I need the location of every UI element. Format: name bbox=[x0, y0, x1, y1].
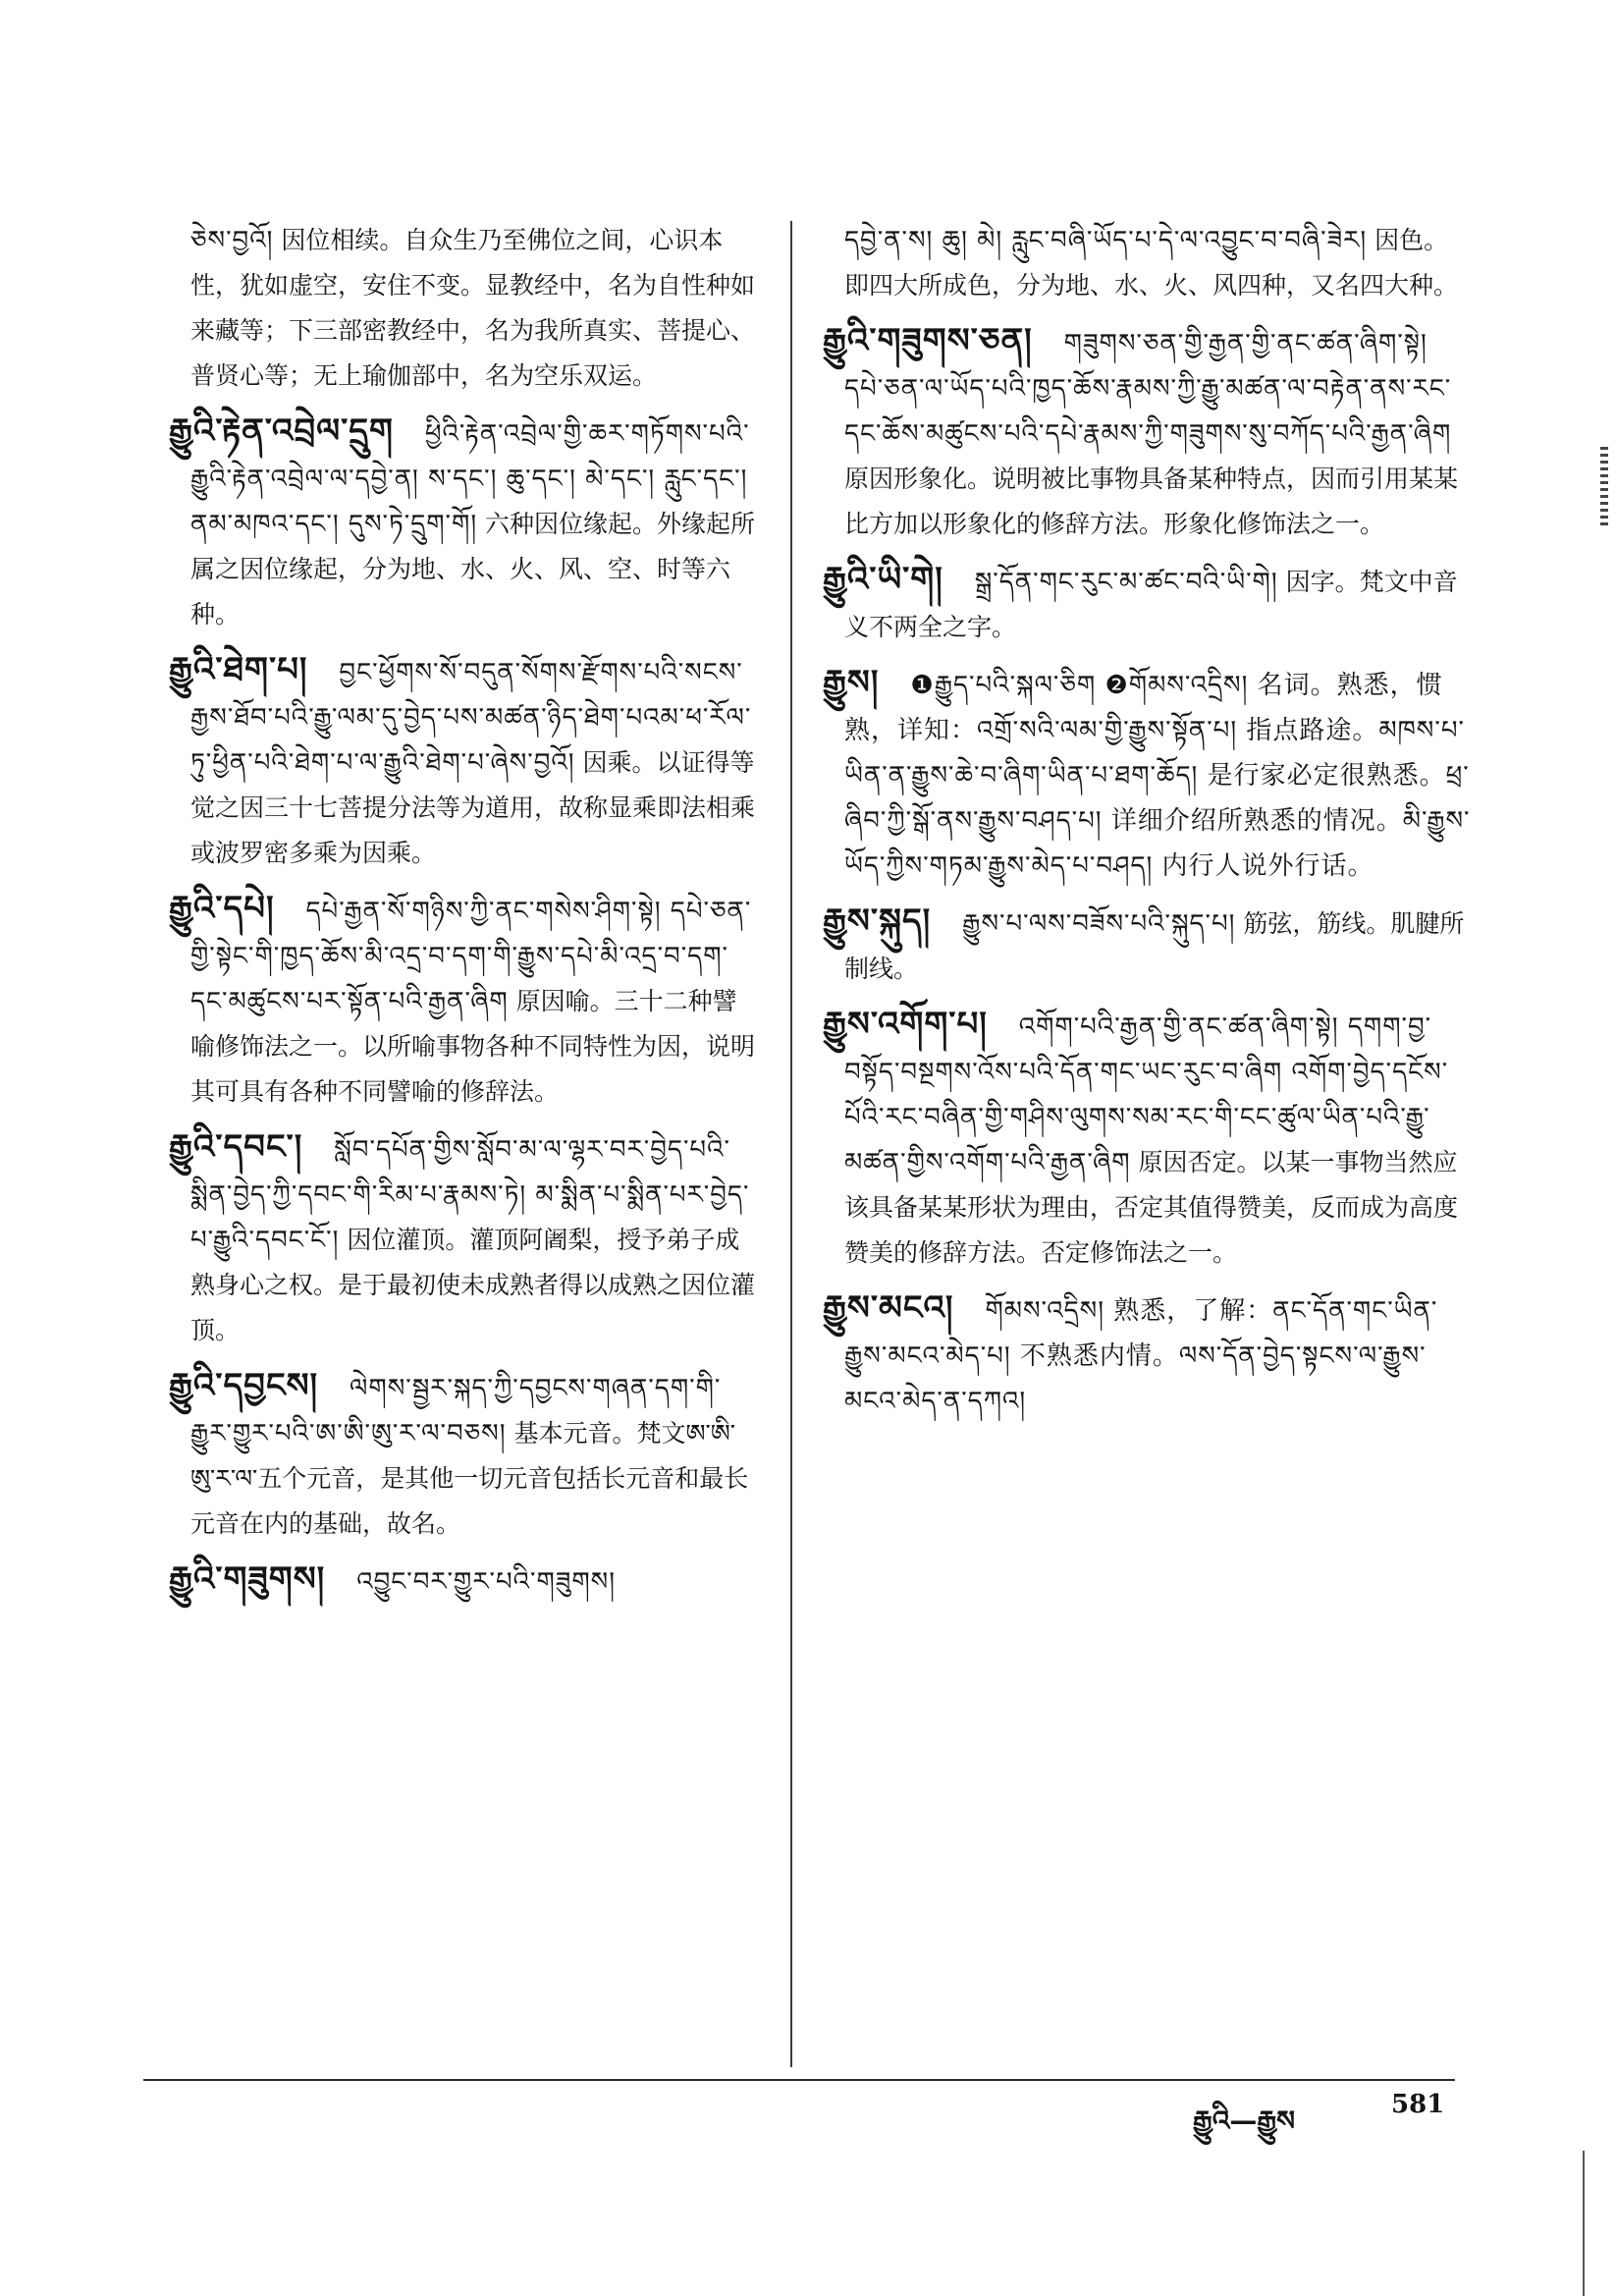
entry-chinese-definition: 原因否定。以某一事物当然应该具备某某形状为理由，否定其值得赞美，反而成为高度赞美的修辞方法。否定修饰法之一。 bbox=[844, 1148, 1459, 1267]
dictionary-entry bbox=[823, 660, 1471, 889]
entry-headword: རྒྱུའི་དཔེ། bbox=[169, 889, 275, 928]
footer-rule bbox=[143, 2079, 1455, 2081]
dictionary-entry bbox=[169, 1557, 758, 1605]
entry-headword: རྒྱུའི་གཟུགས་ཅན། bbox=[823, 321, 1033, 360]
entry-tibetan-definition: སློབ་དཔོན་གྱིས་སློབ་མ་ལ་ལྷར་བར་བྱེད་པའི་སྨིན་བྱེད་ཀྱི་དབང་གི་རིམ་པ་རྣམས་ཏེ། མ་སྨིན་པ་སྨིན་པར་བྱེད་པ་རྒྱུའི་དབང་ངོ་། bbox=[190, 1135, 750, 1255]
dictionary-entry bbox=[169, 1124, 758, 1353]
entry-chinese-definition: 原因喻。三十二种譬喻修饰法之一。以所喻事物各种不同特性为因，说明其可具有各种不同譬喻的修辞法。 bbox=[190, 987, 756, 1106]
entry-tibetan-definition: དཔེ་རྒྱན་སོ་གཉིས་ཀྱི་ནང་གསེས་ཤིག་སྟེ། དཔེ་ཅན་གྱི་སྟེང་གི་ཁྱད་ཆོས་མི་འདྲ་བ་དག་གི་རྒྱུས་དཔེ་མི་འདྲ་བ་དག་དང་མཚུངས་པར་སྟོན་པའི་རྒྱན་ཞིག bbox=[190, 897, 752, 1016]
entry-chinese-definition: 因位灌顶。灌顶阿阇梨，授予弟子成熟身心之权。是于最初使未成熟者得以成熟之因位灌顶。 bbox=[190, 1226, 756, 1344]
dictionary-entry bbox=[823, 218, 1471, 308]
dictionary-entry bbox=[169, 647, 758, 876]
entry-headword: རྒྱུས་མངའ། bbox=[823, 1288, 954, 1328]
dictionary-entry bbox=[169, 886, 758, 1115]
entry-headword: རྒྱུའི་རྟེན་འབྲེལ་དྲུག bbox=[169, 411, 394, 451]
dictionary-entry bbox=[169, 409, 758, 637]
entry-chinese-definition: 原因形象化。说明被比事物具备某种特点，因而引用某某比方加以形象化的修辞方法。形象化修饰法之一。 bbox=[844, 465, 1459, 538]
entry-tibetan-definition: གཟུགས་ཅན་གྱི་རྒྱན་གྱི་ནང་ཚན་ཞིག་སྟེ། དཔེ་ཅན་ལ་ཡོད་པའི་ཁྱད་ཆོས་རྣམས་ཀྱི་རྒྱུ་མཚན་ལ་བརྟེན་ནས་རང་དང་ཆོས་མཚུངས་པའི་དཔེ་རྣམས་ཀྱི་གཟུགས་སུ་བཀོད་པའི་རྒྱན་ཞིག bbox=[844, 329, 1452, 449]
entry-tibetan-definition: ཅེས་བྱའོ། bbox=[190, 226, 274, 255]
scan-edge-mark bbox=[1600, 447, 1608, 525]
entry-tibetan-definition: ཕྱིའི་རྟེན་འབྲེལ་གྱི་ཆར་གཏོགས་པའི་རྒྱུའི་རྟེན་འབྲེལ་ལ་དབྱེ་ན། ས་དང་། ཆུ་དང་། མེ་དང་། རླུང་དང་། ནམ་མཁའ་དང་། དུས་ཏེ་དྲུག་གོ། bbox=[190, 419, 750, 539]
entry-headword: རྒྱུའི་ཡི་གེ། bbox=[823, 560, 943, 599]
entry-chinese-definition: 筋弦，筋线。肌腱所制线。 bbox=[844, 909, 1465, 983]
entry-headword: རྒྱུའི་དབང་། bbox=[169, 1127, 303, 1167]
entry-headword: རྒྱུས་འགོག་པ། bbox=[823, 1005, 988, 1044]
entry-chinese-definition: 因色。即四大所成色，分为地、水、火、风四种，又名四大种。 bbox=[844, 226, 1459, 300]
running-head: རྒྱུའི—རྒྱུས bbox=[1193, 2105, 1295, 2137]
entry-headword: རྒྱུའི་ཐེག་པ། bbox=[169, 650, 308, 689]
entry-tibetan-definition: འབྱུང་བར་གྱུར་པའི་གཟུགས། bbox=[356, 1567, 616, 1597]
dictionary-entry bbox=[169, 218, 758, 399]
entry-tibetan-definition: རྒྱུས་པ་ལས་བཟོས་པའི་སྐུད་པ། bbox=[962, 909, 1236, 939]
entry-tibetan-definition: ❶རྒྱུད་པའི་སྐལ་ཅིག ❷གོམས་འདྲིས། 名词。熟悉，惯熟，详知：འགྲོ་སའི་ལམ་གྱི་རྒྱུས་སྟོན་པ། 指点路途。མཁས་པ་ཡིན་ན་རྒྱུས་ཆེ་བ་ཞིག་ཡིན་པ་ཐག་ཆོད། 是行家必定很熟悉。ཕྲ་ཞིབ་ཀྱི་སྒོ་ནས་རྒྱུས་བཤད་པ། 详细介绍所熟悉的情况。མི་རྒྱུས་ཡོད་ཀྱིས་གཏམ་རྒྱུས་མེད་པ་བཤད། 内行人说外行话。 bbox=[844, 671, 1471, 881]
entry-headword: རྒྱུའི་དབྱངས། bbox=[169, 1366, 319, 1405]
entry-chinese-definition: 六种因位缘起。外缘起所属之因位缘起，分为地、水、火、风、空、时等六种。 bbox=[190, 510, 756, 629]
page-number: 581 bbox=[1391, 2090, 1445, 2119]
column-divider bbox=[790, 221, 792, 2067]
dictionary-entry bbox=[823, 318, 1471, 547]
left-column bbox=[169, 218, 758, 1614]
dictionary-entry bbox=[823, 1002, 1471, 1276]
entry-chinese-definition: 基本元音。梵文ཨ་ཨི་ཨུ་ར་ལ་五个元音，是其他一切元音包括长元音和最长元音在内的基础，故名。 bbox=[190, 1419, 749, 1538]
dictionary-entry bbox=[823, 899, 1471, 992]
entry-tibetan-definition: གོམས་འདྲིས། 熟悉，了解：ནང་དོན་གང་ཡིན་རྒྱུས་མངའ་མེད་པ། 不熟悉内情。ལས་དོན་བྱེད་སྟངས་ལ་རྒྱུས་མངའ་མེད་ན་དཀའ། bbox=[844, 1296, 1438, 1416]
scan-edge-line bbox=[1583, 2151, 1585, 2296]
entry-tibetan-definition: དབྱེ་ན་ས། ཆུ། མེ། རླུང་བཞི་ཡོད་པ་དེ་ལ་འབྱུང་བ་བཞི་ཟེར། bbox=[844, 226, 1368, 255]
dictionary-entry bbox=[823, 1285, 1471, 1424]
entry-tibetan-definition: སྒྲ་དོན་གང་རུང་མ་ཚང་བའི་ཡི་གེ། bbox=[974, 568, 1278, 597]
right-column bbox=[823, 218, 1471, 1434]
entry-headword: རྒྱུས། bbox=[823, 663, 880, 702]
entry-chinese-definition: 因位相续。自众生乃至佛位之间，心识本性，犹如虚空，安住不变。显教经中，名为自性种如来藏等；下三部密教经中，名为我所真实、菩提心、普贤心等；无上瑜伽部中，名为空乐双运。 bbox=[190, 226, 756, 390]
entry-chinese-definition: 因乘。以证得等觉之因三十七菩提分法等为道用，故称显乘即法相乘或波罗密多乘为因乘。 bbox=[190, 748, 756, 867]
entry-tibetan-definition: ལེགས་སྦྱར་སྐད་ཀྱི་དབྱངས་གཞན་དག་གི་རྒྱུར་གྱུར་པའི་ཨ་ཨི་ཨུ་ར་ལ་བཅས། bbox=[190, 1374, 722, 1449]
dictionary-entry bbox=[169, 1363, 758, 1547]
entry-tibetan-definition: བྱང་ཕྱོགས་སོ་བདུན་སོགས་རྫོགས་པའི་སངས་རྒྱས་ཐོབ་པའི་རྒྱུ་ལམ་དུ་བྱེད་པས་མཚན་ཉིད་ཐེག་པའམ་ཕ་རོལ་ཏུ་ཕྱིན་པའི་ཐེག་པ་ལ་རྒྱུའི་ཐེག་པ་ཞེས་བྱའོ། bbox=[190, 658, 752, 778]
entry-headword: རྒྱུའི་གཟུགས། bbox=[169, 1559, 326, 1599]
entry-chinese-definition: 因字。梵文中音义不两全之字。 bbox=[844, 568, 1458, 641]
entry-tibetan-definition: འགོག་པའི་རྒྱན་གྱི་ནང་ཚན་ཞིག་སྟེ། དགག་བྱ་བསྟོད་བསྔགས་འོས་པའི་དོན་གང་ཡང་རུང་བ་ཞིག འགོག་བྱེད་དངོས་པོའི་རང་བཞིན་གྱི་གཤིས་ལུགས་སམ་རང་གི་ངང་ཚུལ་ཡིན་པའི་རྒྱུ་མཚན་གྱིས་འགོག་པའི་རྒྱན་ཞིག bbox=[844, 1012, 1449, 1177]
entry-headword: རྒྱུས་སྐུད། bbox=[823, 902, 932, 941]
dictionary-entry bbox=[823, 557, 1471, 650]
